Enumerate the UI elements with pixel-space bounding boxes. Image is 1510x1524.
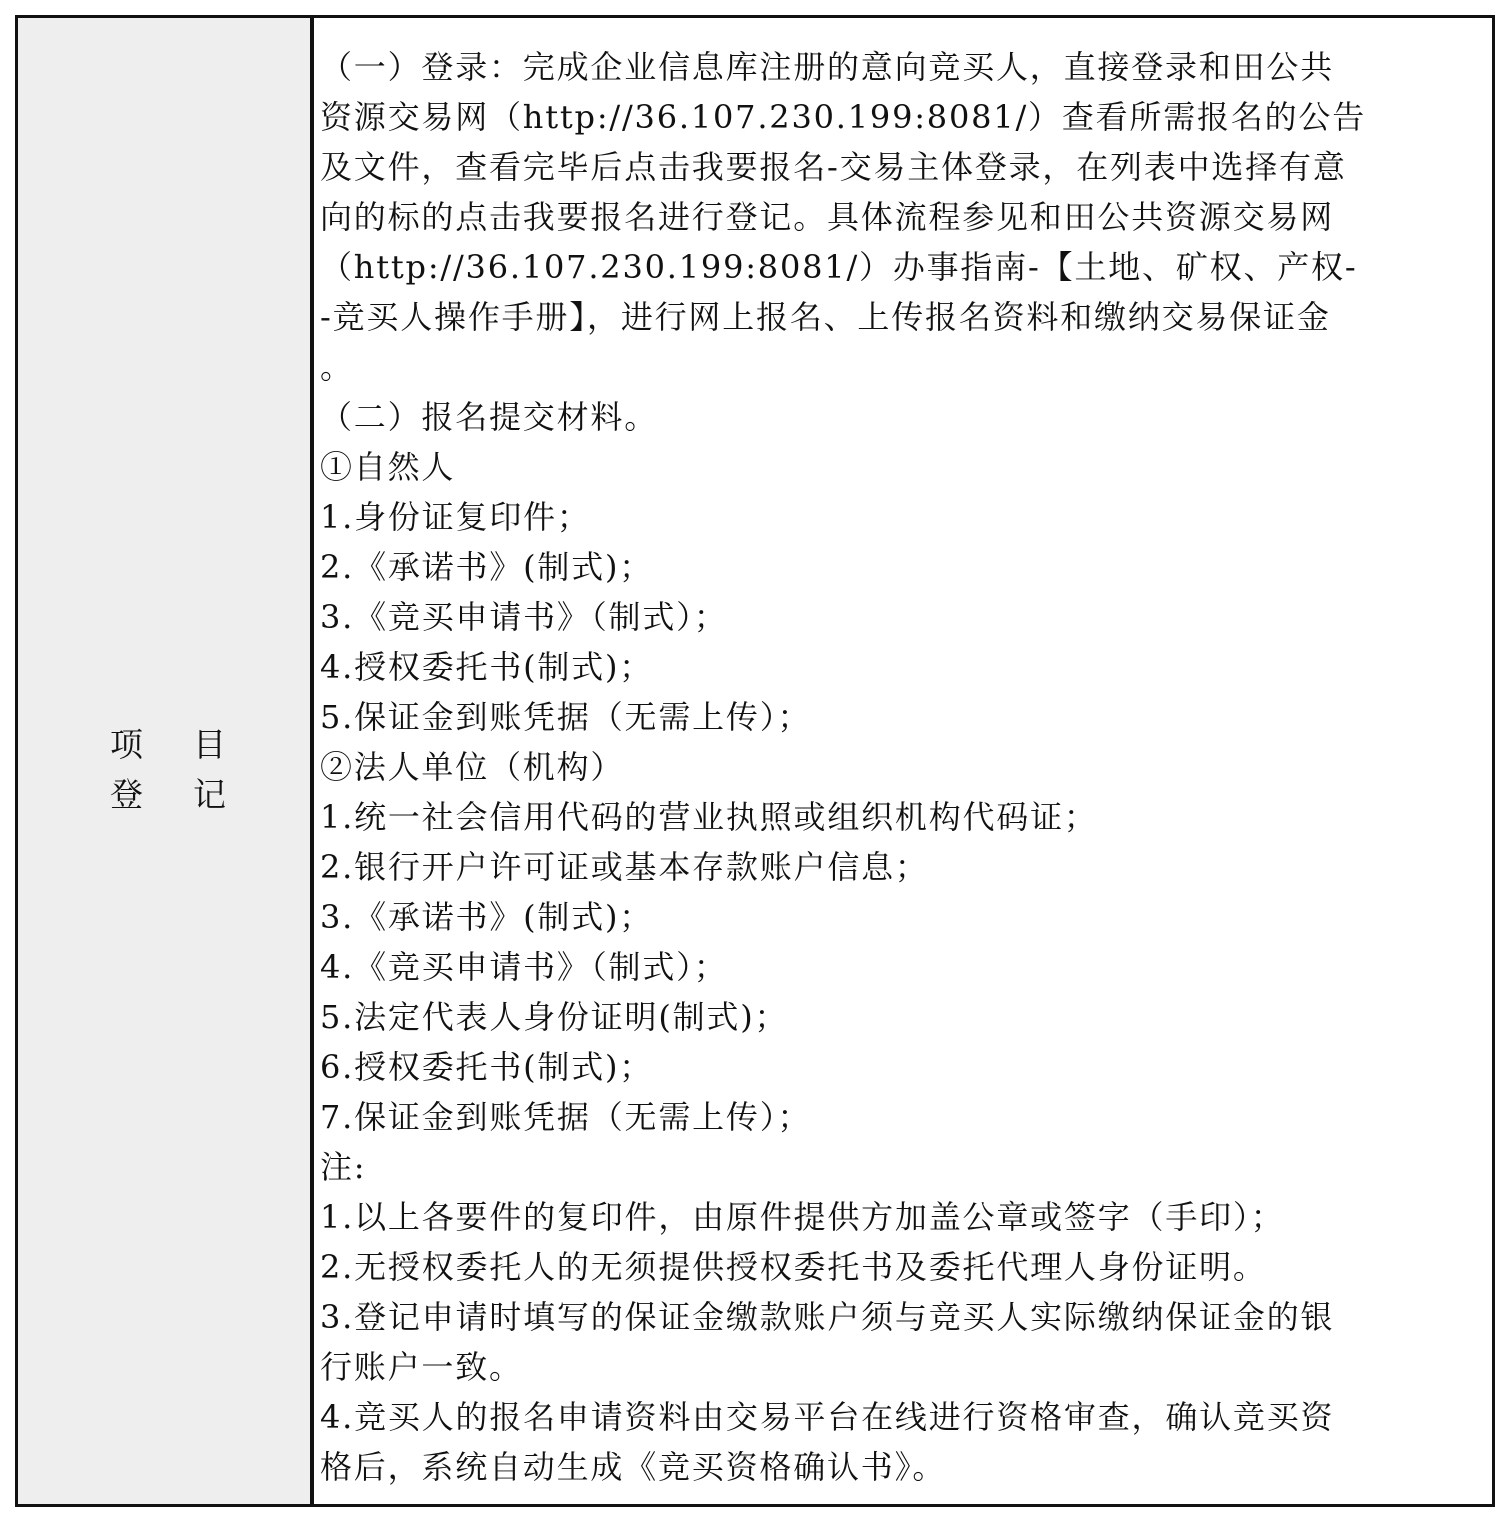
content-line: 2.无授权委托人的无须提供授权委托书及委托代理人身份证明。 [320, 1248, 1267, 1286]
content-line: 3.登记申请时填写的保证金缴款账户须与竞买人实际缴纳保证金的银 [320, 1298, 1335, 1336]
section-label-cell [18, 18, 314, 1504]
content-line: （http://36.107.230.199:8081/）办事指南-【土地、矿权、产权- [320, 248, 1358, 286]
content-line: 3.《竞买申请书》（制式）； [320, 598, 728, 636]
content-line: 及文件，查看完毕后点击我要报名-交易主体登录，在列表中选择有意 [320, 148, 1347, 186]
content-line: ①自然人 [320, 448, 456, 486]
section-label-line-2 [110, 770, 226, 820]
content-line: 2.银行开户许可证或基本存款账户信息； [320, 848, 929, 886]
content-line: 。 [320, 348, 354, 386]
section-label-line-1 [110, 720, 226, 770]
content-line: 1.身份证复印件； [320, 498, 591, 536]
content-line: 5.法定代表人身份证明(制式)； [320, 998, 789, 1036]
content-line: 1.以上各要件的复印件，由原件提供方加盖公章或签字（手印）； [320, 1198, 1285, 1236]
content-line: 格后，系统自动生成《竞买资格确认书》。 [320, 1448, 947, 1486]
content-line: -竞买人操作手册】，进行网上报名、上传报名资料和缴纳交易保证金 [320, 298, 1331, 336]
content-line: 6.授权委托书(制式)； [320, 1048, 654, 1086]
content-line: （一）登录：完成企业信息库注册的意向竞买人，直接登录和田公共 [320, 48, 1335, 86]
content-line: 资源交易网（http://36.107.230.199:8081/）查看所需报名的公告 [320, 98, 1367, 136]
content-line: 7.保证金到账凭据（无需上传）； [320, 1098, 812, 1136]
content-line: 注: [320, 1148, 367, 1186]
content-line: ②法人单位（机构） [320, 748, 625, 786]
content-line: 行账户一致。 [320, 1348, 523, 1386]
section-label [110, 720, 226, 820]
section-label-char: 项 [110, 725, 143, 764]
content-line: 1.统一社会信用代码的营业执照或组织机构代码证； [320, 798, 1098, 836]
section-label-char: 登 [110, 775, 143, 814]
content-cell [314, 18, 1492, 1504]
registration-table [15, 15, 1495, 1507]
content-line: 4.授权委托书(制式)； [320, 648, 654, 686]
content-line: 2.《承诺书》(制式)； [320, 548, 654, 586]
content-line: 向的标的点击我要报名进行登记。具体流程参见和田公共资源交易网 [320, 198, 1335, 236]
content-line: 5.保证金到账凭据（无需上传）； [320, 698, 812, 736]
content-line: 4.竞买人的报名申请资料由交易平台在线进行资格审查，确认竞买资 [320, 1398, 1335, 1436]
content-line: （二）报名提交材料。 [320, 398, 659, 436]
section-label-char: 记 [193, 775, 226, 814]
content-line: 4.《竞买申请书》（制式）； [320, 948, 728, 986]
section-label-char: 目 [193, 725, 226, 764]
content-line: 3.《承诺书》(制式)； [320, 898, 654, 936]
